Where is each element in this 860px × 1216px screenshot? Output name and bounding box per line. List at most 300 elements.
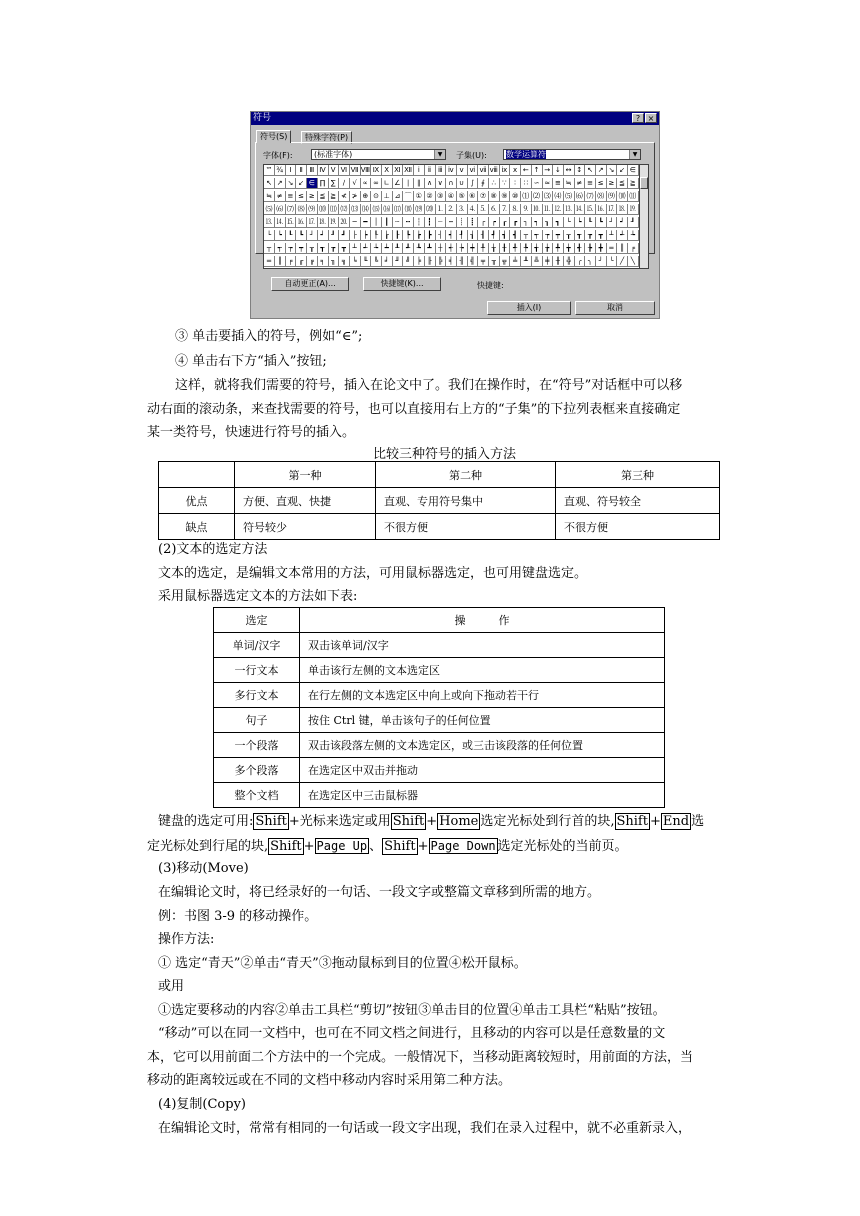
symbol-cell[interactable]: ↗: [596, 165, 607, 176]
symbol-cell[interactable]: ≮: [339, 191, 350, 202]
symbol-cell[interactable]: ⅳ: [446, 165, 457, 176]
key-shift: Shift: [255, 814, 287, 829]
symbol-cell[interactable]: Ⅲ: [307, 165, 318, 176]
tab-symbols[interactable]: 符号(S): [256, 130, 291, 143]
symbol-cell[interactable]: ⒍: [489, 204, 500, 215]
symbol-cell[interactable]: ≥: [606, 178, 617, 189]
symbol-cell[interactable]: ⅸ: [499, 165, 510, 176]
symbol-cell[interactable]: ∫: [467, 178, 478, 189]
symbol-cell[interactable]: ╄: [521, 243, 532, 254]
symbol-cell[interactable]: ┴: [606, 230, 617, 241]
symbol-cell[interactable]: ∏: [318, 178, 329, 189]
cancel-button[interactable]: 取消: [575, 301, 655, 315]
symbol-cell[interactable]: ╪: [542, 256, 553, 267]
symbol-cell[interactable]: └: [264, 230, 275, 241]
symbol-cell[interactable]: ┟: [382, 230, 393, 241]
symbol-cell[interactable]: ↗: [275, 178, 286, 189]
table-cell: 在行左侧的文本选定区中向上或向下拖动若干行: [300, 683, 665, 708]
symbol-cell[interactable]: ╘: [350, 256, 361, 267]
symbol-cell[interactable]: ┨: [478, 230, 489, 241]
symbol-cell[interactable]: ≒: [564, 178, 575, 189]
symbol-cell[interactable]: ┭: [532, 230, 543, 241]
symbol-cell[interactable]: ∠: [392, 178, 403, 189]
symbol-cell[interactable]: ┪: [499, 230, 510, 241]
symbol-cell[interactable]: ⒅: [403, 204, 414, 215]
symbol-cell[interactable]: ┮: [285, 243, 296, 254]
symbol-cell[interactable]: ⑧: [489, 191, 500, 202]
symbol-cell[interactable]: ≥: [307, 191, 318, 202]
symbol-cell[interactable]: ┍: [489, 217, 500, 228]
symbol-cell[interactable]: ⒚: [628, 204, 639, 215]
symbol-cell[interactable]: ↙: [296, 178, 307, 189]
symbol-cell[interactable]: ⒃: [382, 204, 393, 215]
symbol-cell[interactable]: ⅴ: [457, 165, 468, 176]
symbol-cell[interactable]: ⑴: [521, 191, 532, 202]
symbol-cell[interactable]: ┈: [435, 217, 446, 228]
symbol-cell[interactable]: ║: [275, 256, 286, 267]
symbol-cell[interactable]: ←: [521, 165, 532, 176]
symbol-cell[interactable]: ④: [446, 191, 457, 202]
symbol-cell[interactable]: ╢: [457, 256, 468, 267]
symbol-cell[interactable]: ⒑: [532, 204, 543, 215]
symbol-cell[interactable]: ⒁: [360, 204, 371, 215]
symbol-cell[interactable]: ═: [264, 256, 275, 267]
symbol-cell[interactable]: ┮: [542, 230, 553, 241]
symbol-cell[interactable]: ┹: [403, 243, 414, 254]
symbol-cell[interactable]: ⑻: [296, 204, 307, 215]
symbol-cell[interactable]: ┿: [467, 243, 478, 254]
symbol-cell[interactable]: Ⅰ: [285, 165, 296, 176]
symbol-cell[interactable]: ┚: [628, 217, 639, 228]
symbol-cell[interactable]: ⒂: [371, 204, 382, 215]
symbol-cell[interactable]: ╚: [371, 256, 382, 267]
symbol-cell[interactable]: ┃: [382, 217, 393, 228]
symbol-cell[interactable]: ⒉: [446, 204, 457, 215]
symbol-cell[interactable]: ╂: [499, 243, 510, 254]
symbol-cell[interactable]: ⒊: [457, 204, 468, 215]
symbol-cell[interactable]: ≡: [585, 178, 596, 189]
symbol-cell[interactable]: ↓: [553, 165, 564, 176]
symbol-cell[interactable]: ╙: [360, 256, 371, 267]
symbol-cell[interactable]: ⒔: [564, 204, 575, 215]
symbol-cell[interactable]: ⌒: [403, 191, 414, 202]
symbol-cell[interactable]: ╱: [617, 256, 628, 267]
symbol-cell[interactable]: ┭: [275, 243, 286, 254]
tab-special-chars[interactable]: 特殊字符(P): [301, 131, 352, 144]
symbol-cell[interactable]: ⑿: [339, 204, 350, 215]
symbol-cell[interactable]: ┬: [521, 230, 532, 241]
symbol-cell[interactable]: ┙: [318, 230, 329, 241]
symbol-cell[interactable]: ↔: [564, 165, 575, 176]
symbol-cell[interactable]: ∷: [521, 178, 532, 189]
symbol-cell[interactable]: ╰: [606, 256, 617, 267]
symbol-cell[interactable]: →: [542, 165, 553, 176]
symbol-cell[interactable]: ╣: [467, 256, 478, 267]
symbol-cell[interactable]: ∨: [435, 178, 446, 189]
symbol-cell[interactable]: ┳: [339, 243, 350, 254]
symbol-cell[interactable]: ┽: [446, 243, 457, 254]
symbol-cell[interactable]: ⑽: [617, 191, 628, 202]
symbol-cell[interactable]: ┳: [596, 230, 607, 241]
symbol-cell[interactable]: ┩: [489, 230, 500, 241]
symbol-cell[interactable]: ╋: [596, 243, 607, 254]
symbol-cell[interactable]: ┵: [360, 243, 371, 254]
symbol-cell[interactable]: ≠: [574, 178, 585, 189]
symbol-cell[interactable]: ┡: [403, 230, 414, 241]
symbol-cell[interactable]: ┖: [285, 230, 296, 241]
font-select[interactable]: [311, 149, 446, 160]
symbol-cell[interactable]: ⅹ: [510, 165, 521, 176]
symbol-cell[interactable]: ⑼: [307, 204, 318, 215]
symbol-cell[interactable]: ∩: [446, 178, 457, 189]
symbol-cell[interactable]: ⑵: [532, 191, 543, 202]
symbol-cell[interactable]: ⒇: [425, 204, 436, 215]
insert-button[interactable]: 插入(I): [487, 301, 571, 315]
symbol-cell[interactable]: ═: [606, 243, 617, 254]
symbol-cell[interactable]: √: [350, 178, 361, 189]
table-header-row: [214, 608, 665, 633]
help-button[interactable]: ?: [632, 113, 644, 123]
symbol-cell[interactable]: ⑸: [264, 204, 275, 215]
symbol-cell[interactable]: ≌: [553, 178, 564, 189]
symbol-cell[interactable]: ⅱ: [425, 165, 436, 176]
symbol-cell[interactable]: ≦: [617, 178, 628, 189]
symbol-cell[interactable]: ┒: [542, 217, 553, 228]
symbol-cell[interactable]: ┄: [392, 217, 403, 228]
symbol-cell[interactable]: ⒄: [392, 204, 403, 215]
symbol-cell[interactable]: ╉: [574, 243, 585, 254]
symbol-cell[interactable]: ≠: [275, 191, 286, 202]
symbol-cell[interactable]: ╯: [596, 256, 607, 267]
symbol-cell[interactable]: ┯: [296, 243, 307, 254]
symbol-cell[interactable]: ⒗: [296, 217, 307, 228]
symbol-cell[interactable]: Ⅶ: [350, 165, 361, 176]
symbol-cell[interactable]: ┲: [328, 243, 339, 254]
symbol-cell[interactable]: Ⅷ: [360, 166, 370, 174]
symbol-cell[interactable]: ⅲ: [435, 165, 446, 176]
symbol-cell[interactable]: ⒙: [318, 217, 329, 228]
symbol-cell[interactable]: ⒔: [264, 217, 275, 228]
symbol-cell[interactable]: ⒚: [328, 217, 339, 228]
symbol-cell[interactable]: ∟: [382, 178, 393, 189]
symbol-cell[interactable]: ┰: [564, 230, 575, 241]
symbol-cell[interactable]: ━: [360, 217, 371, 228]
symbol-cell[interactable]: ⒖: [285, 217, 296, 228]
symbol-cell[interactable]: ┠: [392, 230, 403, 241]
symbol-cell[interactable]: ╊: [585, 243, 596, 254]
symbol-cell[interactable]: ∑: [328, 178, 339, 189]
symbol-cell[interactable]: Ⅱ: [296, 165, 307, 176]
symbol-cell[interactable]: Ⅻ: [403, 165, 414, 176]
symbol-cell[interactable]: ┲: [585, 230, 596, 241]
symbol-cell[interactable]: ╃: [510, 243, 521, 254]
symbol-cell[interactable]: ⒎: [499, 204, 510, 215]
symbol-cell[interactable]: ┝: [360, 230, 371, 241]
symbol-grid[interactable]: [263, 164, 648, 269]
symbol-cell[interactable]: ─: [350, 217, 361, 228]
symbol-cell[interactable]: ⅵ: [467, 165, 478, 176]
symbol-cell[interactable]: ╥: [489, 256, 500, 267]
symbol-cell[interactable]: ⒕: [275, 217, 286, 228]
symbol-cell[interactable]: ┱: [574, 230, 585, 241]
symbol-cell[interactable]: ┺: [414, 243, 425, 254]
symbol-cell[interactable]: ⑹: [275, 204, 286, 215]
symbol-cell[interactable]: ╭: [574, 256, 585, 267]
symbol-cell[interactable]: ┬: [264, 243, 275, 254]
symbol-cell[interactable]: ①: [414, 191, 425, 202]
symbol-cell[interactable]: Ⅵ: [339, 165, 350, 176]
symbol-cell[interactable]: ┗: [596, 217, 607, 228]
symbol-cell[interactable]: ┢: [414, 230, 425, 241]
symbol-cell[interactable]: └: [564, 217, 575, 228]
symbol-cell[interactable]: ┗: [296, 230, 307, 241]
symbol-cell[interactable]: ╨: [521, 256, 532, 267]
symbol-cell[interactable]: ∶: [510, 178, 521, 189]
symbol-cell[interactable]: ③: [435, 191, 446, 202]
symbol-cell[interactable]: ┧: [467, 230, 478, 241]
autocorrect-button[interactable]: 自动更正(A)...: [271, 277, 349, 291]
symbol-cell[interactable]: ↖: [585, 165, 596, 176]
symbol-cell[interactable]: ╩: [532, 256, 543, 267]
symbol-cell[interactable]: ┆: [414, 217, 425, 228]
symbol-cell[interactable]: ╔: [307, 256, 318, 267]
symbol-cell[interactable]: ┸: [392, 243, 403, 254]
symbol-cell[interactable]: ╞: [414, 256, 425, 267]
symbol-cell[interactable]: ⑶: [542, 191, 553, 202]
symbol-cell[interactable]: ⅷ: [489, 166, 498, 174]
symbol-cell[interactable]: ┌: [478, 217, 489, 228]
symbol-cell[interactable]: ║: [617, 243, 628, 254]
symbol-cell[interactable]: ╗: [339, 256, 350, 267]
symbol-cell[interactable]: ┘: [606, 217, 617, 228]
symbol-cell[interactable]: ┐: [521, 217, 532, 228]
symbol-cell[interactable]: ⑥: [467, 191, 478, 202]
symbol-cell[interactable]: ╬: [564, 256, 575, 267]
symbol-cell[interactable]: ┻: [425, 243, 436, 254]
symbol-cell[interactable]: ╝: [403, 256, 414, 267]
symbol-cell[interactable]: ⑼: [606, 191, 617, 202]
symbol-cell[interactable]: ⒌: [478, 204, 489, 215]
symbol-cell[interactable]: ┛: [339, 230, 350, 241]
symbol-cell[interactable]: ┚: [328, 230, 339, 241]
symbol-cell[interactable]: ╠: [435, 256, 446, 267]
symbol-cell[interactable]: ⒘: [307, 217, 318, 228]
symbol-cell[interactable]: ┇: [425, 217, 436, 228]
symbol-cell[interactable]: ┾: [457, 243, 468, 254]
symbol-cell[interactable]: ╒: [285, 256, 296, 267]
symbol-cell[interactable]: ≈: [542, 178, 553, 189]
symbol-cell[interactable]: ≒: [264, 191, 275, 202]
symbol-cell[interactable]: ⒙: [617, 204, 628, 215]
symbol-cell[interactable]: ┯: [553, 230, 564, 241]
symbol-cell[interactable]: ∞: [371, 178, 382, 189]
symbol-cell[interactable]: ⒕: [574, 204, 585, 215]
symbol-cell[interactable]: ⊿: [392, 191, 403, 202]
symbol-cell[interactable]: ╜: [392, 256, 403, 267]
symbol-cell[interactable]: ┅: [403, 217, 414, 228]
symbol-cell[interactable]: ┕: [275, 230, 286, 241]
symbol-cell[interactable]: ┶: [628, 230, 639, 241]
symbol-cell[interactable]: Ⅸ: [371, 165, 382, 176]
symbol-cell[interactable]: ∥: [414, 178, 425, 189]
symbol-cell[interactable]: ⑾: [628, 191, 639, 202]
symbol-cell[interactable]: Ⅺ: [392, 165, 403, 176]
symbol-cell[interactable]: ┵: [617, 230, 628, 241]
symbol-cell[interactable]: ╟: [425, 256, 436, 267]
symbol-cell[interactable]: ⒛: [339, 217, 350, 228]
symbol-cell[interactable]: ⑦: [478, 191, 489, 202]
symbol-cell[interactable]: ↕: [574, 165, 585, 176]
symbol-cell[interactable]: ┖: [585, 217, 596, 228]
shortcut-key-button[interactable]: 快捷键(K)...: [363, 277, 441, 291]
symbol-cell[interactable]: ⑺: [285, 204, 296, 215]
symbol-cell[interactable]: ⒗: [596, 204, 607, 215]
symbol-cell[interactable]: ┎: [499, 217, 510, 228]
symbol-cell[interactable]: ∵: [499, 178, 510, 189]
symbol-cell[interactable]: ⊥: [382, 191, 393, 202]
symbol-cell[interactable]: ⒐: [521, 204, 532, 215]
symbol-cell[interactable]: ↑: [532, 165, 543, 176]
symbol-cell[interactable]: ⑸: [564, 191, 575, 202]
symbol-cell[interactable]: ⑾: [328, 204, 339, 215]
symbol-cell[interactable]: ┑: [532, 217, 543, 228]
symbol-cell[interactable]: ↘: [606, 165, 617, 176]
symbol-cell[interactable]: ╈: [564, 243, 575, 254]
symbol-cell[interactable]: ∪: [457, 178, 468, 189]
symbol-cell[interactable]: ⒏: [510, 204, 521, 215]
symbol-cell[interactable]: Ⅳ: [318, 165, 329, 176]
symbol-cell[interactable]: ≧: [328, 191, 339, 202]
symbol-cell[interactable]: ™: [264, 165, 275, 176]
symbol-cell[interactable]: ¾: [275, 165, 286, 176]
close-button[interactable]: ×: [645, 113, 657, 123]
symbol-cell[interactable]: ╮: [585, 256, 596, 267]
symbol-cell[interactable]: ⑹: [574, 191, 585, 202]
symbol-cell[interactable]: ╤: [478, 256, 489, 267]
symbol-cell[interactable]: ╒: [628, 243, 639, 254]
symbol-cell[interactable]: ╇: [553, 243, 564, 254]
symbol-cell[interactable]: ⊙: [371, 191, 382, 202]
symbol-cell[interactable]: ╅: [532, 243, 543, 254]
symbol-cell[interactable]: ┱: [318, 243, 329, 254]
symbol-cell[interactable]: ┉: [446, 217, 457, 228]
symbol-cell[interactable]: ⒓: [553, 204, 564, 215]
symbol-cell[interactable]: ⑩: [510, 191, 521, 202]
symbol-cell[interactable]: ├: [350, 230, 361, 241]
symbol-cell[interactable]: ∮: [478, 178, 489, 189]
symbol-cell[interactable]: ┏: [510, 217, 521, 228]
symbol-cell[interactable]: ⒀: [350, 204, 361, 215]
symbol-cell[interactable]: ⑨: [499, 191, 510, 202]
symbol-cell[interactable]: ┙: [617, 217, 628, 228]
symbol-cell[interactable]: ∈: [628, 165, 639, 176]
symbol-cell[interactable]: ╦: [499, 256, 510, 267]
symbol-cell[interactable]: ⑻: [596, 191, 607, 202]
symbol-cell[interactable]: Ⅹ: [382, 165, 393, 176]
symbol-cell[interactable]: ⒒: [542, 204, 553, 215]
symbol-grid-scrollbar[interactable]: [639, 164, 649, 269]
symbol-cell[interactable]: ⑽: [318, 204, 329, 215]
symbol-cell[interactable]: ╀: [478, 243, 489, 254]
symbol-cell[interactable]: ⒋: [467, 204, 478, 215]
symbol-cell[interactable]: ⒈: [435, 204, 446, 215]
symbol-cell[interactable]: ∧: [425, 178, 436, 189]
symbol-cell[interactable]: │: [371, 217, 382, 228]
symbol-cell[interactable]: ┋: [467, 217, 478, 228]
symbol-cell[interactable]: ∣: [403, 178, 414, 189]
symbol-cell[interactable]: ┓: [553, 217, 564, 228]
symbol-cell[interactable]: ∝: [360, 178, 371, 189]
symbol-cell[interactable]: ╧: [510, 256, 521, 267]
symbol-cell[interactable]: ↙: [617, 165, 628, 176]
symbol-cell[interactable]: ∽: [532, 178, 543, 189]
symbol-cell[interactable]: ╲: [628, 256, 639, 267]
symbol-cell[interactable]: ↘: [285, 178, 296, 189]
symbol-cell[interactable]: ┦: [457, 230, 468, 241]
symbol-cell[interactable]: ≡: [285, 191, 296, 202]
symbol-cell[interactable]: ╕: [318, 256, 329, 267]
symbol-cell[interactable]: ∴: [489, 178, 500, 189]
symbol-cell[interactable]: ②: [425, 191, 436, 202]
symbol-cell[interactable]: ⒖: [585, 204, 596, 215]
symbol-cell[interactable]: ┊: [457, 217, 468, 228]
symbol-cell[interactable]: Ⅴ: [328, 165, 339, 176]
symbol-cell[interactable]: ╆: [542, 243, 553, 254]
symbol-cell[interactable]: ⒘: [606, 204, 617, 215]
symbol-cell[interactable]: ┶: [371, 243, 382, 254]
symbol-cell[interactable]: ∕: [339, 178, 350, 189]
symbol-cell[interactable]: ┣: [425, 230, 436, 241]
text: 选: [691, 814, 705, 829]
symbol-cell[interactable]: ┼: [435, 243, 446, 254]
key-shift: Shift: [392, 814, 425, 829]
symbol-cell[interactable]: ╛: [382, 256, 393, 267]
symbol-cell[interactable]: ⑤: [457, 191, 468, 202]
symbol-cell[interactable]: ≤: [296, 191, 307, 202]
symbol-cell[interactable]: ⅶ: [478, 165, 489, 176]
symbol-cell[interactable]: ⊕: [360, 191, 371, 202]
symbol-cell[interactable]: ╡: [446, 256, 457, 267]
subset-select[interactable]: [503, 149, 641, 160]
symbol-cell[interactable]: ⒆: [414, 204, 425, 215]
para-line: “移动”可以在同一文档中，也可在不同文档之间进行，且移动的内容可以是任意数量的文: [158, 1026, 666, 1041]
symbol-cell[interactable]: ╓: [296, 256, 307, 267]
symbol-cell[interactable]: ┕: [574, 217, 585, 228]
symbol-cell[interactable]: ┞: [371, 230, 382, 241]
symbol-cell[interactable]: ⑷: [553, 191, 564, 202]
symbol-cell[interactable]: ╖: [328, 256, 339, 267]
symbol-cell[interactable]: ≯: [350, 191, 361, 202]
symbol-cell[interactable]: ⅰ: [414, 165, 425, 176]
symbol-cell[interactable]: ↖: [264, 178, 275, 189]
symbol-cell[interactable]: ┘: [307, 230, 318, 241]
scrollbar-thumb[interactable]: [640, 177, 648, 189]
symbol-cell[interactable]: ≦: [318, 191, 329, 202]
symbol-cell[interactable]: ╁: [489, 243, 500, 254]
symbol-cell[interactable]: ┰: [307, 243, 318, 254]
symbol-cell[interactable]: ≤: [596, 178, 607, 189]
symbol-cell[interactable]: ┴: [350, 243, 361, 254]
symbol-cell[interactable]: ⑺: [585, 191, 596, 202]
symbol-cell[interactable]: ∈: [307, 178, 318, 189]
symbol-cell[interactable]: ≧: [628, 178, 639, 189]
symbol-cell[interactable]: ┫: [510, 230, 521, 241]
keyboard-line-1: [158, 813, 704, 831]
symbol-cell[interactable]: ┤: [435, 230, 446, 241]
symbol-cell[interactable]: ┥: [446, 230, 457, 241]
symbol-cell[interactable]: ┷: [382, 243, 393, 254]
symbol-cell[interactable]: ╫: [553, 256, 564, 267]
